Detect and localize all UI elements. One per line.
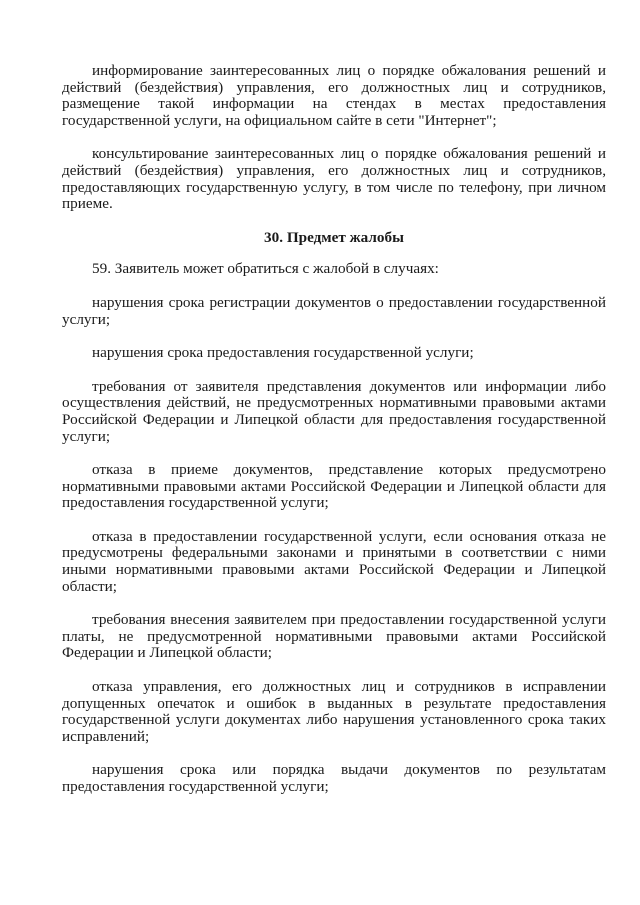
paragraph-refusal-to-accept-documents: отказа в приеме документов, представление которых предусмотрено нормативными правовыми актами Российской Федерации и Липецкой области для предоставления государственной услуги; [62, 461, 606, 512]
paragraph-refusal-of-service: отказа в предоставлении государственной услуги, если основания отказа не предусмотрены федеральными законами и принятыми в соответствии с ними иными нормативными правовыми актами Российской Федерации и Липецкой области; [62, 527, 606, 595]
paragraph-item-59-intro: 59. Заявитель может обратиться с жалобой в случаях: [92, 260, 439, 278]
paragraph-informing-about-appeal: информирование заинтересованных лиц о порядке обжалования решений и действий (бездействия) управления, его должностных лиц и сотрудников, размещение такой информации на стендах в местах предоставления государственной услуги, на официальном сайте в сети "Интернет"; [62, 62, 606, 129]
section-heading: 30. Предмет жалобы [264, 228, 404, 246]
paragraph-registration-deadline: нарушения срока регистрации документов о предоставлении государственной услуги; [62, 293, 606, 328]
document-body [62, 63, 606, 813]
paragraph-refusal-to-correct-errors: отказа управления, его должностных лиц и сотрудников в исправлении допущенных опечаток и ошибок в выданных в результате предоставления государственной услуги документах либо нарушения установленного срока таких исправлений; [62, 678, 606, 745]
paragraph-service-deadline: нарушения срока предоставления государственной услуги; [92, 344, 474, 362]
paragraph-issuance-violation: нарушения срока или порядка выдачи документов по результатам предоставления государственной услуги; [62, 761, 606, 795]
paragraph-unlawful-fee: требования внесения заявителем при предоставлении государственной услуги платы, не предусмотренной нормативными правовыми актами Российской Федерации и Липецкой области; [62, 611, 606, 662]
paragraph-consulting-about-appeal: консультирование заинтересованных лиц о порядке обжалования решений и действий (бездействия) управления, его должностных лиц и сотрудников, предоставляющих государственную услугу, в том числе по телефону, при личном приеме. [62, 145, 606, 213]
paragraph-extra-documents-requirement: требования от заявителя представления документов или информации либо осуществления действий, не предусмотренных нормативными правовыми актами Российской Федерации и Липецкой области для предоставления государственной услуги; [62, 377, 606, 445]
